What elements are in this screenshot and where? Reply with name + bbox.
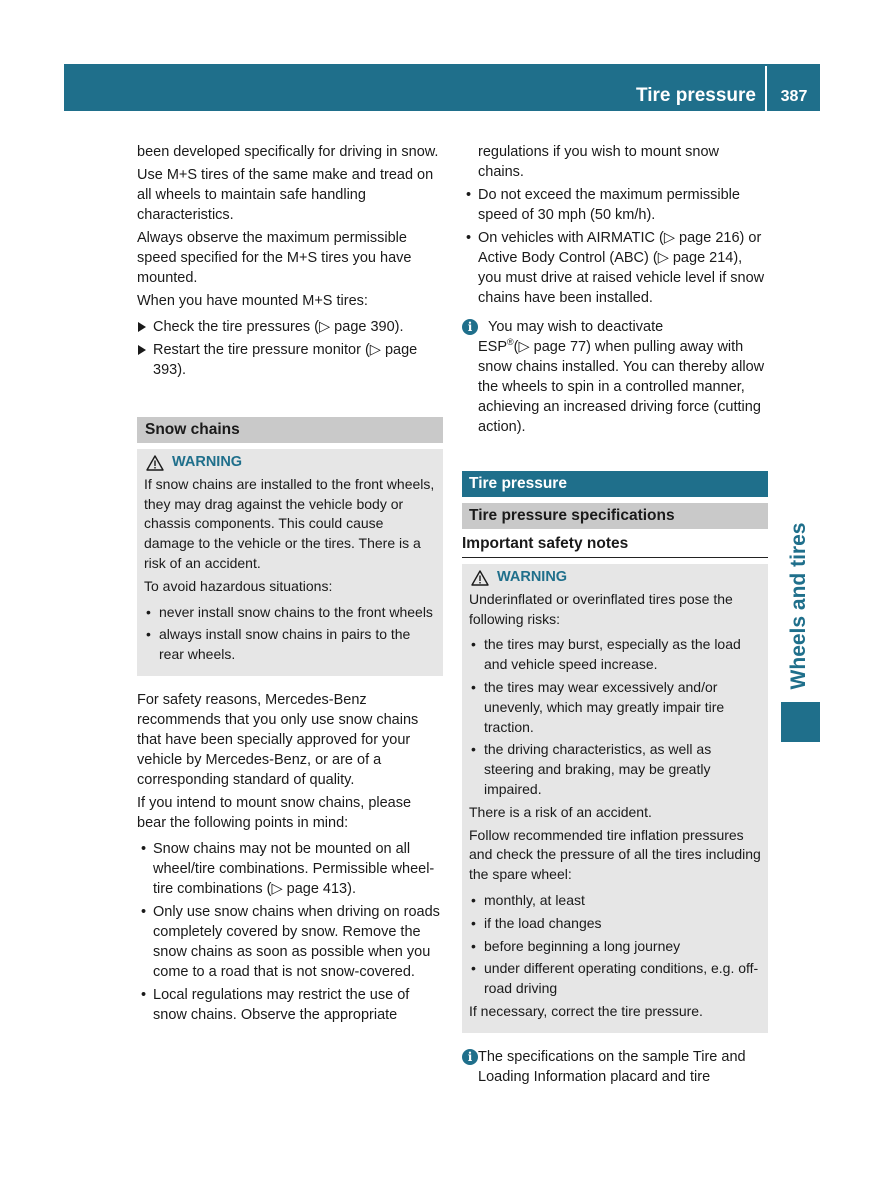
warning-bullet: • before beginning a long journey [471,937,681,954]
info-line: You may wish to deactivate [488,319,664,335]
side-tab-label: Wheels and tires [787,522,810,690]
action-step: Check the tire pressures (▷ page 390). [137,317,443,337]
intro-paragraph: Always observe the maximum permissible speed specified for the M+S tires you have mounted. [137,230,412,286]
warning-text: Follow recommended tire inflation pressures and check the pressure of all the tires including the spare wheel: [469,826,761,883]
warning-bullet: • monthly, at least [471,891,585,908]
intro-paragraph: been developed specifically for driving in snow. [137,144,439,160]
side-tab-block [781,702,820,742]
warning-box [462,564,768,1033]
warning-bullet: • under different operating conditions, e.g. off-road driving [471,960,759,997]
warning-icon [146,455,164,471]
intro-paragraph: Use M+S tires of the same make and tread on all wheels to maintain safe handling characteristics. [137,167,434,223]
warning-box [137,449,443,676]
list-item: • Local regulations may restrict the use of snow chains. Observe the appropriate [141,986,410,1023]
list-item: • Only use snow chains when driving on roads completely covered by snow. Remove the snow chains as soon as possible when you come to a road that is not snow-covered. [141,903,440,980]
left-column [137,142,443,1028]
warning-text: If snow chains are installed to the front wheels, they may drag against the vehicle body or chassis components. This could cause damage to the vehicle or the tires. There is a risk of an accident. [144,475,435,571]
info-text: The specifications on the sample Tire and Loading Information placard and tire [478,1048,746,1085]
right-column [462,142,768,1087]
info-note [462,1047,768,1087]
warning-text: To avoid hazardous situations: [144,577,333,594]
header-divider [765,66,767,111]
info-icon: i [462,319,478,335]
sub-heading-safety-notes: Important safety notes [462,529,768,558]
warning-bullet: • the tires may wear excessively and/or unevenly, which may greatly impair tire traction. [471,678,725,735]
list-item: • Do not exceed the maximum permissible speed of 30 mph (50 km/h). [466,187,740,223]
action-arrow-icon [138,345,146,355]
body-paragraph: If you intend to mount snow chains, please bear the following points in mind: [137,794,412,831]
warning-text: There is a risk of an accident. [469,803,652,820]
action-step: Restart the tire pressure monitor (▷ page 393). [137,340,443,380]
warning-title: WARNING [144,453,436,473]
page-title: Tire pressure [635,85,756,106]
page-number: 387 [780,88,808,105]
warning-text: Underinflated or overinflated tires pose the following risks: [469,590,733,627]
info-text: ESP®(▷ page 77) when pulling away with snow chains installed. You can thereby allow the wheels to spin in a controlled manner, achieving an increased driving force (cutting action). [478,337,765,435]
body-paragraph: For safety reasons, Mercedes-Benz recommends that you only use snow chains that have been specially approved for your vehicle by Mercedes-Benz, or are of a corresponding standard of quality. [137,691,419,788]
info-note [462,317,768,437]
warning-bullet: • always install snow chains in pairs to the rear wheels. [146,626,411,663]
side-tab [781,520,817,692]
warning-bullet: • the tires may burst, especially as the load and vehicle speed increase. [471,636,741,673]
warning-text: If necessary, correct the tire pressure. [469,1002,703,1019]
warning-bullet: • never install snow chains to the front wheels [146,603,433,620]
warning-title: WARNING [469,568,761,588]
intro-paragraph: When you have mounted M+S tires: [137,293,368,309]
warning-bullet: • if the load changes [471,914,602,931]
section-heading-tire-pressure: Tire pressure [462,471,768,497]
info-icon: i [462,1049,478,1065]
action-arrow-icon [138,322,146,332]
section-heading-snow-chains: Snow chains [137,417,443,443]
section-heading-specifications: Tire pressure specifications [462,503,768,529]
list-item: • On vehicles with AIRMATIC (▷ page 216) or Active Body Control (ABC) (▷ page 214), you must drive at raised vehicle level if snow chains have been installed. [466,230,765,306]
warning-bullet: • the driving characteristics, as well as steering and braking, may be greatly impaired. [471,741,712,797]
warning-icon [471,570,489,586]
list-item: • Snow chains may not be mounted on all wheel/tire combinations. Permissible wheel-tire combinations (▷ page 413). [141,840,435,897]
continued-text: regulations if you wish to mount snow chains. [478,144,719,180]
